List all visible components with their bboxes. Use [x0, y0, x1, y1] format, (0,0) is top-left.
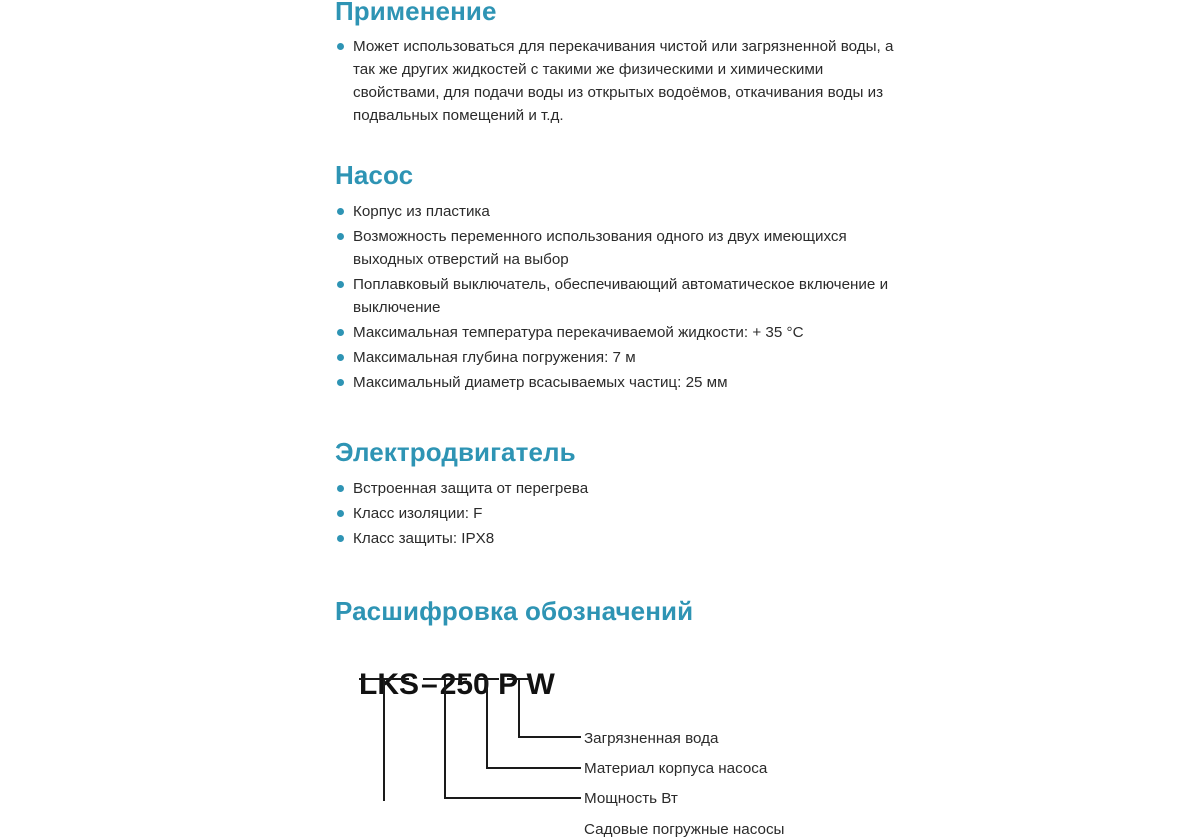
leader-power [445, 679, 581, 798]
list-item [335, 225, 913, 271]
list-item-text: Максимальная температура перекачиваемой жидкости: + 35 °C [353, 323, 804, 341]
list-item-text: Корпус из пластика [353, 202, 490, 220]
list-item-text: Класс защиты: IPX8 [353, 529, 495, 547]
model-code-material: P [498, 667, 519, 701]
list-item-text: Поплавковый выключатель, обеспечивающий автоматическое включение и выключение [353, 275, 889, 316]
list-item [335, 273, 913, 319]
designation-callout-label: Садовые погружные насосы [584, 820, 785, 838]
bullet-dot-icon [337, 329, 344, 336]
model-code-power: 250 [439, 667, 490, 701]
list-item [335, 321, 913, 344]
list-item [335, 200, 913, 223]
leader-material [487, 679, 581, 768]
bullet-dot-icon [337, 485, 344, 492]
section-heading-application: Применение [335, 0, 497, 26]
bullet-dot-icon [337, 510, 344, 517]
bullet-dot-icon [337, 233, 344, 240]
bullet-dot-icon [337, 281, 344, 288]
designation-callout-label: Загрязненная вода [584, 729, 719, 747]
list-item-text: Возможность переменного использования одного из двух имеющихся выходных отверстий на выбор [353, 227, 847, 268]
designation-callout-label: Мощность Вт [584, 789, 678, 807]
list-item-text: Встроенная защита от перегрева [353, 479, 589, 497]
bullet-dot-icon [337, 535, 344, 542]
bullet-dot-icon [337, 208, 344, 215]
bullet-list-motor [335, 477, 588, 550]
designation-diagram [335, 636, 955, 838]
section-heading-pump: Насос [335, 160, 414, 190]
bullet-dot-icon [337, 43, 344, 50]
model-code-dash: – [421, 667, 438, 701]
list-item-text: Максимальная глубина погружения: 7 м [353, 348, 636, 366]
bullet-list-pump [335, 200, 913, 394]
list-item [335, 502, 588, 525]
list-item [335, 527, 588, 550]
list-item-text: Может использоваться для перекачивания чистой или загрязненной воды, а так же других жидкостей с такими же физическими и химическими свойствами, для подачи воды из открытых водоёмов, откачивания воды из подвальных помещений и т.д. [353, 37, 894, 124]
list-item [335, 346, 913, 369]
section-application [335, 0, 913, 129]
model-code-water: W [526, 667, 555, 701]
model-code-prefix: LKS [359, 667, 419, 701]
list-item [335, 35, 913, 127]
bullet-dot-icon [337, 379, 344, 386]
designation-callout-label: Материал корпуса насоса [584, 759, 768, 777]
section-heading-designation: Расшифровка обозначений [335, 596, 694, 626]
bullet-dot-icon [337, 354, 344, 361]
list-item-text: Максимальный диаметр всасываемых частиц: 25 мм [353, 373, 728, 391]
list-item-text: Класс изоляции: F [353, 504, 483, 522]
leader-water [519, 679, 581, 737]
section-motor [335, 438, 588, 552]
section-heading-motor: Электродвигатель [335, 437, 576, 467]
section-pump [335, 161, 913, 396]
bullet-list-application [335, 35, 913, 127]
list-item [335, 477, 588, 500]
list-item [335, 371, 913, 394]
leader-prefix [384, 679, 581, 801]
section-designation [335, 596, 955, 838]
